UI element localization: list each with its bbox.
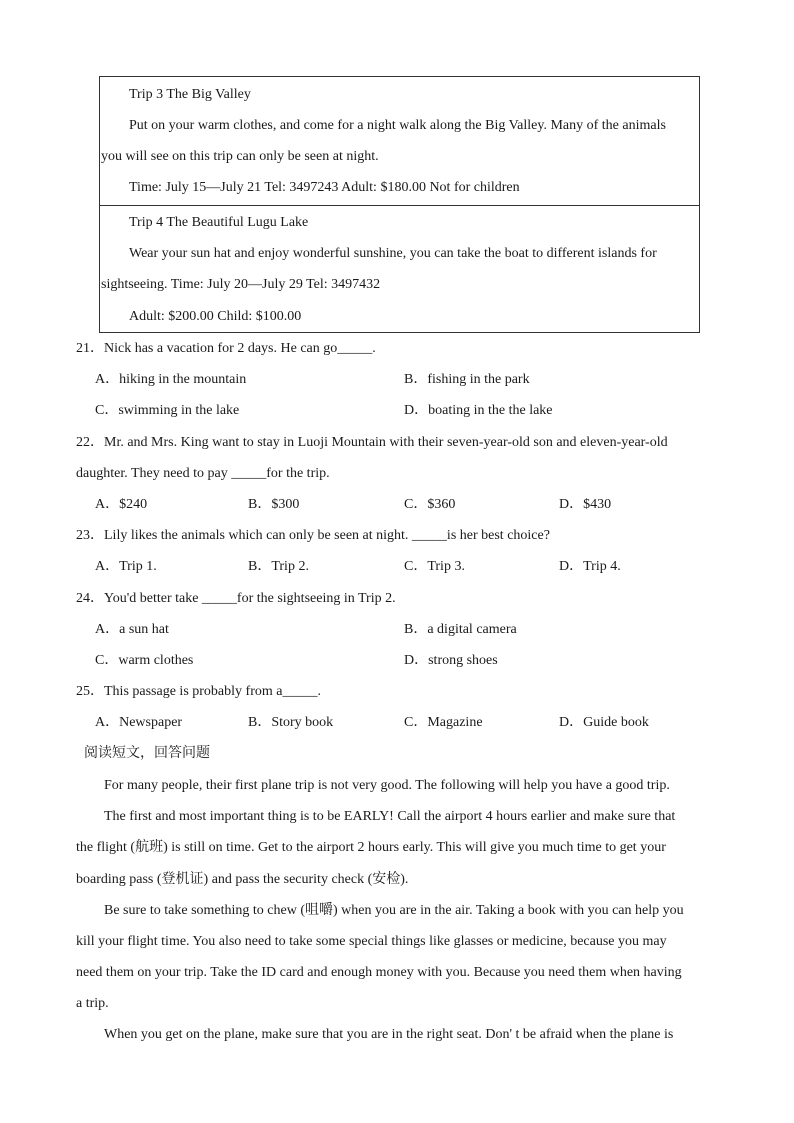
option-b: B．a digital camera: [404, 622, 517, 637]
trip-3-cell: [100, 77, 699, 205]
question-stem: 25．This passage is probably from a_____.: [76, 684, 321, 699]
trip-description: you will see on this trip can only be seen at night.: [101, 149, 379, 164]
trip-description: Put on your warm clothes, and come for a night walk along the Big Valley. Many of the animals: [129, 118, 666, 133]
trip-table: [99, 76, 700, 333]
option-b: B．$300: [248, 497, 300, 512]
trip-4-cell: [100, 205, 699, 332]
trip-details: Time: July 15—July 21 Tel: 3497243 Adult: $180.00 Not for children: [129, 180, 520, 195]
question-stem: daughter. They need to pay _____for the trip.: [76, 466, 330, 481]
option-c: C．Trip 3.: [404, 559, 465, 574]
passage-line: the flight (航班) is still on time. Get to the airport 2 hours early. This will give you much time to get your: [76, 840, 666, 855]
trip-title: Trip 4 The Beautiful Lugu Lake: [129, 215, 309, 230]
option-a: A．a sun hat: [95, 622, 169, 637]
option-b: B．fishing in the park: [404, 372, 530, 387]
option-c: C．Magazine: [404, 715, 483, 730]
question-stem: 21．Nick has a vacation for 2 days. He can go_____.: [76, 341, 376, 356]
option-a: A．Trip 1.: [95, 559, 157, 574]
option-b: B．Trip 2.: [248, 559, 309, 574]
passage-line: For many people, their first plane trip is not very good. The following will help you have a good trip.: [104, 778, 670, 793]
option-d: D．boating in the the lake: [404, 403, 553, 418]
option-a: A．$240: [95, 497, 148, 512]
passage-line: Be sure to take something to chew (咀嚼) when you are in the air. Taking a book with you can help you: [104, 903, 684, 918]
option-c: C．swimming in the lake: [95, 403, 240, 418]
passage-line: a trip.: [76, 996, 109, 1011]
trip-description: sightseeing. Time: July 20—July 29 Tel: 3497432: [101, 277, 381, 292]
passage-line: The first and most important thing is to be EARLY! Call the airport 4 hours earlier and make sure that: [104, 809, 676, 824]
question-stem: 24．You'd better take _____for the sightseeing in Trip 2.: [76, 591, 396, 606]
option-c: C．$360: [404, 497, 456, 512]
option-d: D．strong shoes: [404, 653, 498, 668]
passage-line: When you get on the plane, make sure that you are in the right seat. Don' t be afraid when the plane is: [104, 1027, 674, 1042]
trip-details: Adult: $200.00 Child: $100.00: [129, 309, 302, 324]
option-c: C．warm clothes: [95, 653, 194, 668]
option-d: D．Trip 4.: [559, 559, 621, 574]
question-stem: 23．Lily likes the animals which can only be seen at night. _____is her best choice?: [76, 528, 550, 543]
option-a: A．hiking in the mountain: [95, 372, 247, 387]
passage-line: boarding pass (登机证) and pass the security check (安检).: [76, 872, 409, 887]
trip-description: Wear your sun hat and enjoy wonderful sunshine, you can take the boat to different islands for: [129, 246, 657, 261]
option-b: B．Story book: [248, 715, 334, 730]
trip-title: Trip 3 The Big Valley: [129, 87, 251, 102]
option-d: D．Guide book: [559, 715, 649, 730]
option-d: D．$430: [559, 497, 612, 512]
question-stem: 22．Mr. and Mrs. King want to stay in Luoji Mountain with their seven-year-old son and eleven-year-old: [76, 435, 668, 450]
passage-line: kill your flight time. You also need to take some special things like glasses or medicine, because you may: [76, 934, 667, 949]
option-a: A．Newspaper: [95, 715, 183, 730]
passage-line: need them on your trip. Take the ID card and enough money with you. Because you need them when having: [76, 965, 682, 980]
section-heading: 阅读短文，回答问题: [84, 746, 210, 761]
